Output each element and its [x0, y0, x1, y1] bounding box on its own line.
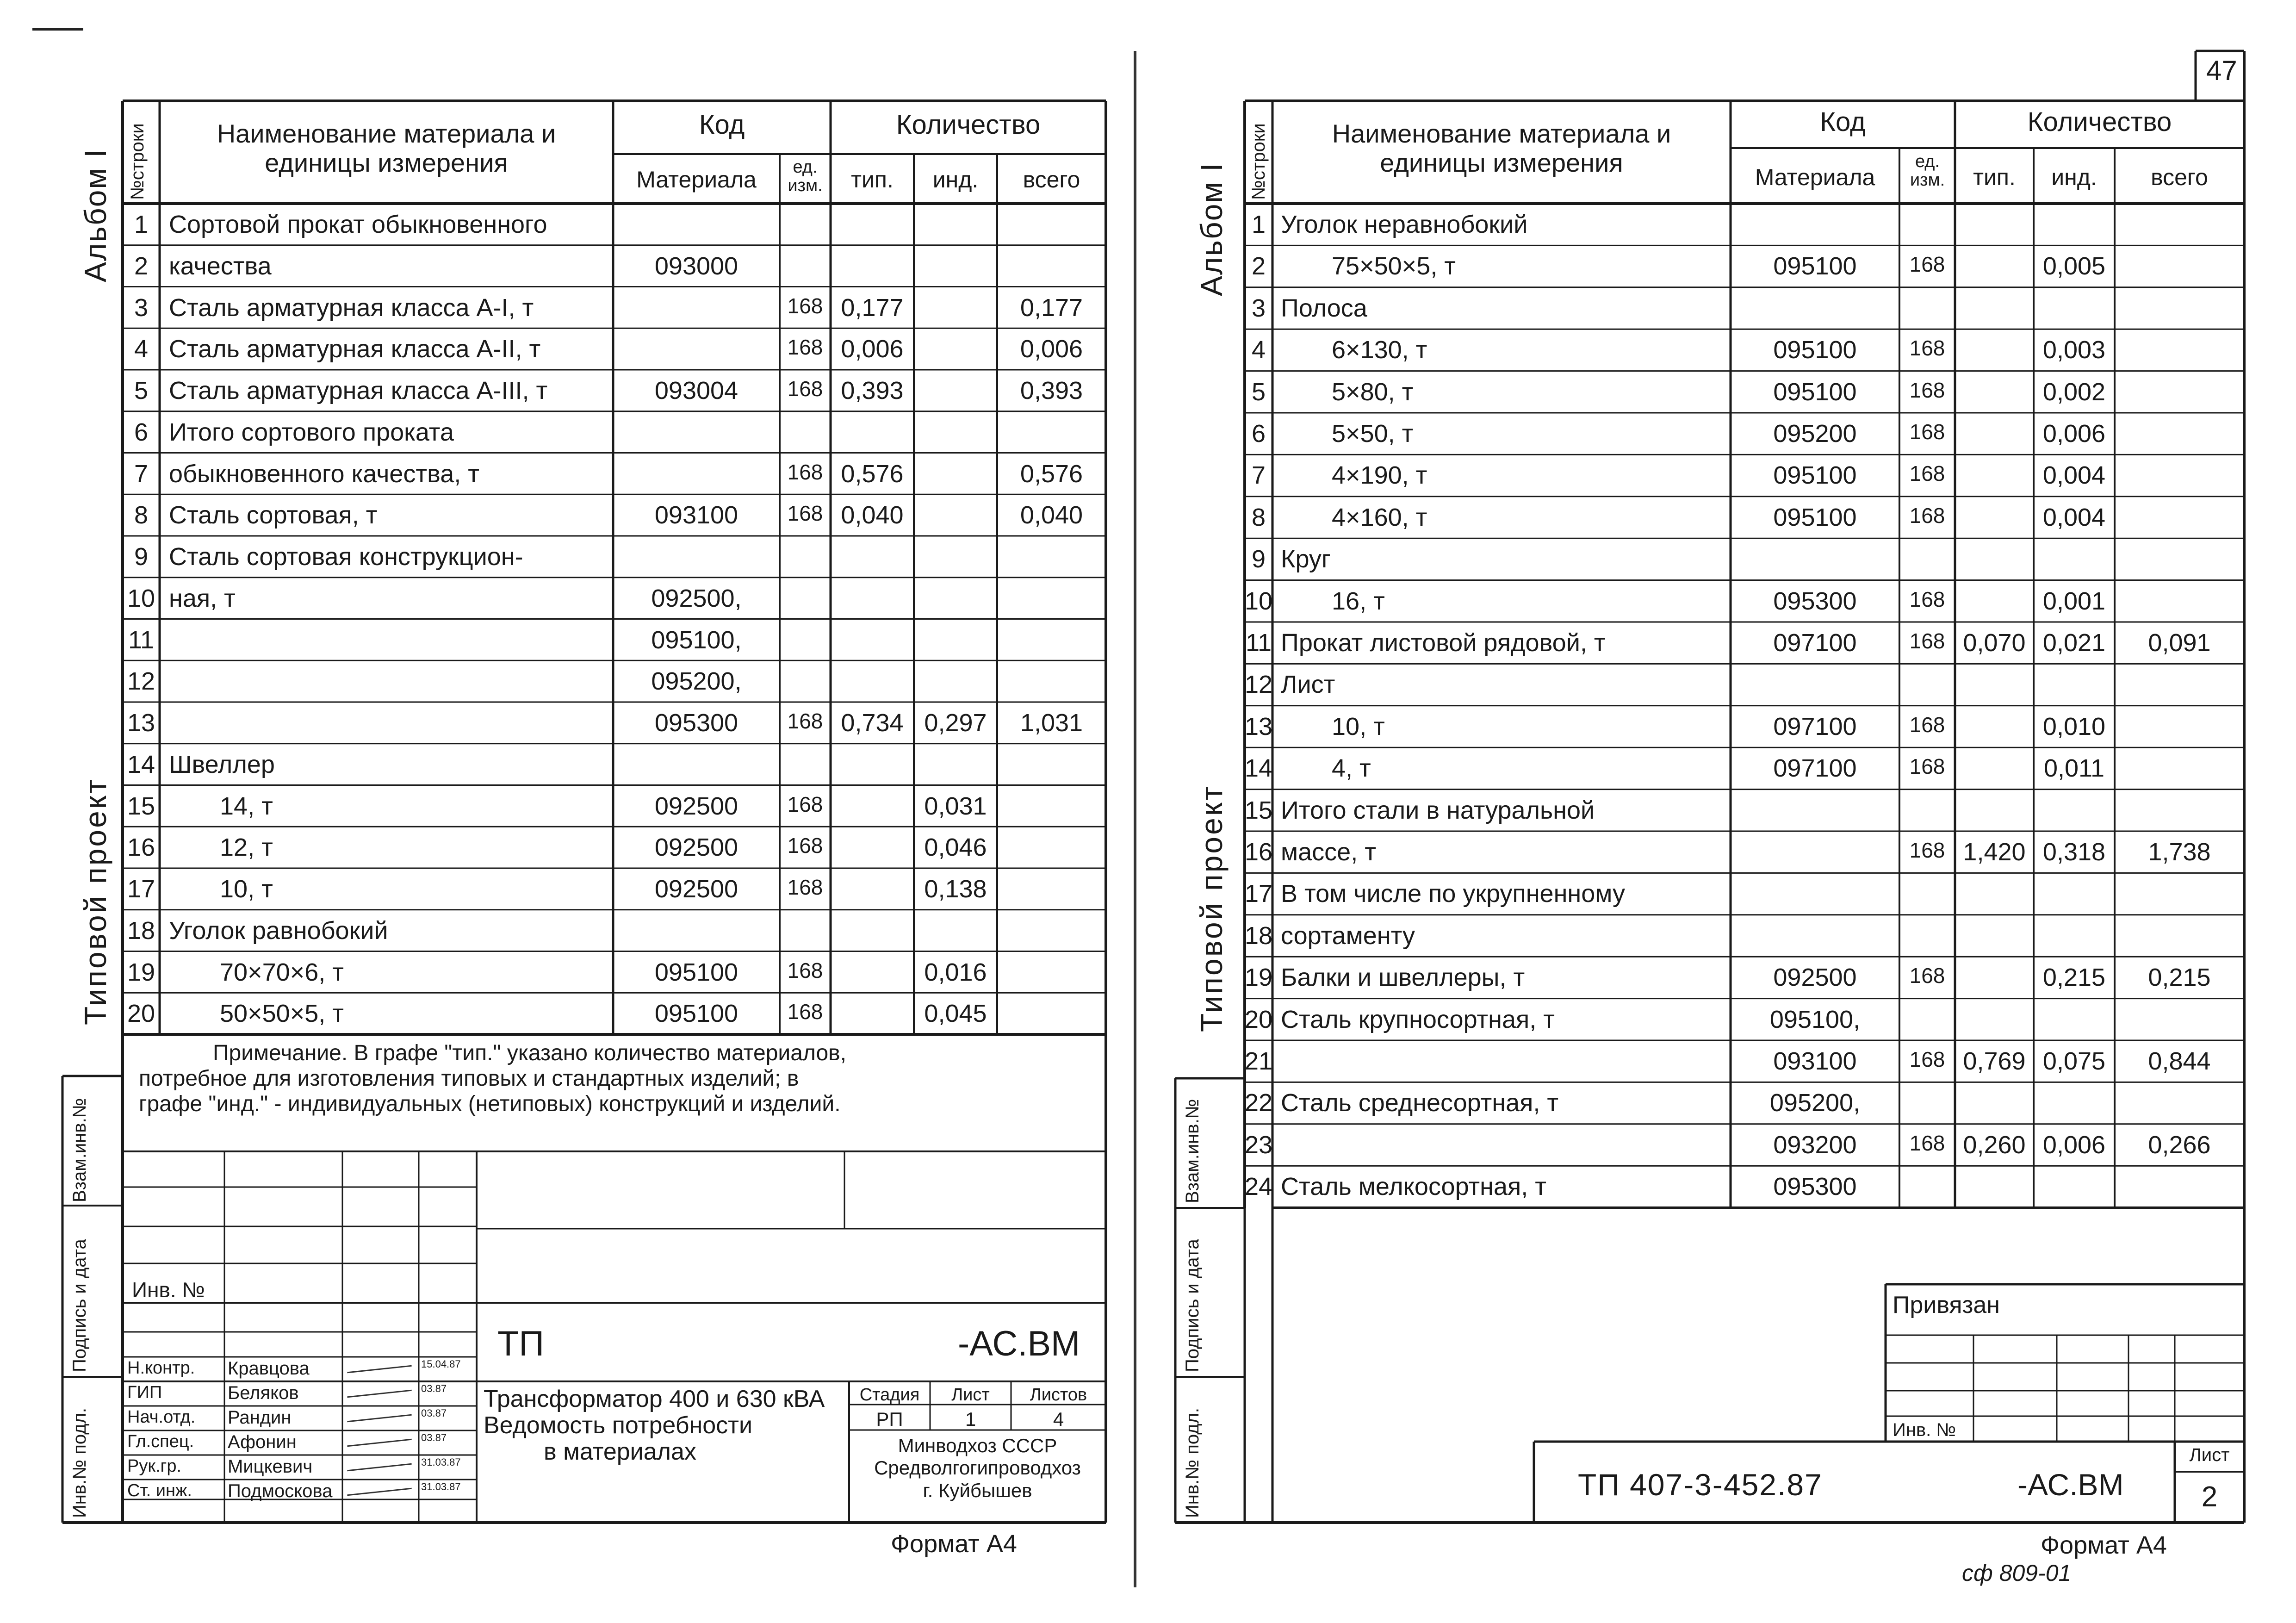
material-name: В том числе по укрупненному	[1281, 880, 1625, 908]
right-header-code: Код	[1820, 107, 1866, 137]
qty-total: 1,031	[1020, 709, 1083, 737]
material-name: Сталь мелкосортная, т	[1281, 1173, 1546, 1201]
unit-code: 168	[1909, 629, 1945, 653]
row-number: 8	[1251, 503, 1266, 531]
material-name: 10, т	[220, 875, 273, 903]
material-name: Швеллер	[169, 750, 275, 778]
unit-code: 168	[1909, 252, 1945, 277]
row-number: 14	[1245, 754, 1273, 783]
signer-name: Беляков	[228, 1383, 299, 1403]
row-number: 6	[134, 418, 149, 446]
signer-date: 03.87	[421, 1432, 447, 1443]
signer-role: Рук.гр.	[127, 1456, 182, 1476]
signer-role: Гл.спец.	[127, 1432, 194, 1451]
material-code: 095200,	[651, 667, 742, 696]
material-code: 095300	[1773, 1173, 1857, 1201]
material-code: 092500	[654, 792, 738, 820]
left-header-row-no: №строки	[127, 123, 148, 200]
left-doc-title-line: Ведомость потребности	[484, 1412, 753, 1439]
row-number: 13	[127, 709, 155, 737]
row-number: 4	[1251, 336, 1266, 364]
material-code: 092500	[654, 833, 738, 862]
material-code: 093100	[654, 501, 738, 529]
signer-date: 03.87	[421, 1383, 447, 1394]
left-sheet-label: Лист	[951, 1385, 990, 1405]
material-name: 5×50, т	[1332, 420, 1414, 448]
right-header-total: всего	[2151, 164, 2208, 190]
row-number: 8	[134, 501, 149, 529]
row-number: 4	[134, 335, 149, 363]
qty-total: 0,266	[2148, 1131, 2211, 1159]
row-number: 24	[1245, 1173, 1273, 1201]
material-name: Итого сортового проката	[169, 418, 454, 446]
material-code: 095100,	[651, 626, 742, 654]
row-number: 15	[127, 792, 155, 820]
qty-typ: 0,006	[841, 335, 904, 363]
qty-total: 0,844	[2148, 1047, 2211, 1075]
row-number: 14	[127, 750, 155, 778]
row-number: 7	[134, 460, 149, 488]
material-code: 097100	[1773, 754, 1857, 783]
left-stamp-side-orig-inv: Инв.№ подл.	[69, 1407, 90, 1518]
unit-code: 168	[1909, 754, 1945, 779]
right-format-label: Формат А4	[2041, 1531, 2167, 1559]
unit-code: 168	[1909, 378, 1945, 402]
material-name: 12, т	[220, 833, 273, 862]
material-code: 092500,	[651, 584, 742, 612]
right-stamp-side-orig-inv: Инв.№ подл.	[1182, 1407, 1203, 1518]
qty-ind: 0,004	[2042, 461, 2106, 490]
row-number: 20	[1245, 1005, 1273, 1033]
left-header-material: Материала	[636, 167, 757, 193]
right-header-unit: ед. изм.	[1910, 152, 1945, 190]
row-number: 16	[1245, 838, 1273, 866]
qty-typ: 0,734	[841, 709, 904, 737]
row-number: 22	[1245, 1089, 1273, 1117]
qty-ind: 0,318	[2042, 838, 2106, 866]
qty-ind: 0,016	[924, 958, 987, 986]
unit-code: 168	[1909, 503, 1945, 528]
qty-ind: 0,001	[2042, 587, 2106, 615]
material-name: 4, т	[1332, 754, 1371, 783]
left-stage-value: РП	[876, 1408, 903, 1430]
row-number: 16	[127, 833, 155, 862]
qty-typ: 1,420	[1963, 838, 2026, 866]
qty-total: 0,576	[1020, 460, 1083, 488]
right-doc-code-suffix: -АС.ВМ	[2017, 1468, 2124, 1502]
row-number: 3	[134, 293, 149, 322]
qty-ind: 0,045	[924, 1000, 987, 1028]
row-number: 18	[1245, 921, 1273, 950]
material-name: Сталь сортовая конструкцион-	[169, 543, 523, 571]
row-number: 19	[127, 958, 155, 986]
page-number: 47	[2206, 55, 2237, 86]
left-inv-label: Инв. №	[132, 1278, 205, 1302]
row-number: 1	[1251, 211, 1266, 238]
unit-code: 168	[1909, 712, 1945, 737]
signer-date: 31.03.87	[421, 1456, 461, 1468]
right-inv-label: Инв. №	[1893, 1420, 1956, 1440]
qty-total: 0,040	[1020, 501, 1083, 529]
material-code: 093000	[654, 252, 738, 280]
material-code: 095200	[1773, 420, 1857, 448]
row-number: 2	[1251, 252, 1266, 280]
right-attached-label: Привязан	[1893, 1292, 2000, 1318]
left-note-line: Примечание. В графе "тип." указано количество материалов,	[213, 1041, 847, 1065]
material-name: 4×160, т	[1332, 503, 1427, 531]
left-org-line: Минводхоз СССР	[898, 1435, 1057, 1456]
material-code: 095200,	[1769, 1089, 1861, 1117]
row-number: 7	[1251, 461, 1266, 490]
left-header-total: всего	[1023, 167, 1080, 193]
signer-date: 31.03.87	[421, 1481, 461, 1492]
left-header-ind: инд.	[932, 167, 979, 193]
left-side-album-label: Альбом I	[78, 148, 112, 282]
row-number: 5	[1251, 378, 1266, 406]
material-name: Сортовой прокат обыкновенного	[169, 211, 547, 238]
qty-total: 0,091	[2148, 629, 2211, 657]
qty-total: 0,393	[1020, 377, 1083, 404]
qty-typ: 0,393	[841, 377, 904, 404]
left-doc-title-line: в материалах	[544, 1438, 696, 1466]
signer-name: Рандин	[228, 1407, 292, 1428]
unit-code: 168	[1909, 420, 1945, 444]
material-name: 75×50×5, т	[1332, 252, 1456, 280]
material-name: Сталь крупносортная, т	[1281, 1005, 1555, 1033]
row-number: 10	[127, 584, 155, 612]
row-number: 17	[1245, 880, 1273, 908]
row-number: 6	[1251, 420, 1266, 448]
material-name: 70×70×6, т	[220, 958, 344, 986]
row-number: 18	[127, 916, 155, 945]
left-format-label: Формат А4	[891, 1530, 1017, 1558]
left-header-typ: тип.	[851, 167, 894, 193]
material-code: 095100	[654, 1000, 738, 1028]
unit-code: 168	[1909, 964, 1945, 988]
material-name: ная, т	[169, 584, 236, 612]
signer-name: Подмоскова	[228, 1481, 333, 1501]
material-code: 092500	[1773, 964, 1857, 992]
material-code: 097100	[1773, 712, 1857, 740]
left-sheet-value: 1	[965, 1408, 976, 1430]
signer-date: 03.87	[421, 1407, 447, 1419]
signer-name: Мицкевич	[228, 1456, 313, 1477]
row-number: 12	[127, 667, 155, 696]
material-code: 095300	[1773, 587, 1857, 615]
row-number: 9	[1251, 545, 1266, 573]
unit-code: 168	[787, 293, 823, 318]
material-code: 095100	[654, 958, 738, 986]
material-name: качества	[169, 252, 272, 280]
material-name: 16, т	[1332, 587, 1385, 615]
row-number: 9	[134, 543, 149, 571]
right-sheet-value: 2	[2201, 1481, 2218, 1513]
material-name: массе, т	[1281, 838, 1376, 866]
material-name: сортаменту	[1281, 921, 1415, 950]
row-number: 12	[1245, 671, 1273, 699]
qty-typ: 0,576	[841, 460, 904, 488]
material-name: Итого стали в натуральной	[1281, 796, 1595, 824]
left-sheets-value: 4	[1053, 1408, 1064, 1430]
material-code: 095100	[1773, 336, 1857, 364]
row-number: 3	[1251, 294, 1266, 322]
right-header-typ: тип.	[1973, 164, 2016, 190]
material-name: Сталь арматурная класса А-I, т	[169, 293, 534, 322]
qty-ind: 0,005	[2042, 252, 2106, 280]
qty-ind: 0,046	[924, 833, 987, 862]
material-name: Лист	[1281, 671, 1335, 699]
left-stage-label: Стадия	[859, 1385, 920, 1405]
signer-role: Нач.отд.	[127, 1407, 196, 1427]
signer-name: Кравцова	[228, 1358, 310, 1379]
signer-date: 15.04.87	[421, 1358, 461, 1370]
qty-total: 0,215	[2148, 964, 2211, 992]
material-name: 6×130, т	[1332, 336, 1427, 364]
material-name: Круг	[1281, 545, 1331, 573]
signer-name: Афонин	[228, 1432, 297, 1452]
unit-code: 168	[787, 958, 823, 983]
material-code: 095100	[1773, 461, 1857, 490]
right-header-name: Наименование материала и единицы измерения	[1332, 119, 1671, 177]
unit-code: 168	[1909, 336, 1945, 361]
material-name: Полоса	[1281, 294, 1367, 322]
right-sheet-label: Лист	[2189, 1445, 2230, 1465]
qty-total: 0,006	[1020, 335, 1083, 363]
row-number: 5	[134, 377, 149, 404]
qty-ind: 0,004	[2042, 503, 2106, 531]
row-number: 11	[1245, 629, 1272, 657]
row-number: 17	[127, 875, 155, 903]
qty-ind: 0,031	[924, 792, 987, 820]
material-code: 095100	[1773, 378, 1857, 406]
material-name: 14, т	[220, 792, 273, 820]
row-number: 11	[128, 626, 155, 654]
right-header-material: Материала	[1755, 164, 1875, 190]
material-code: 093100	[1773, 1047, 1857, 1075]
left-doc-title-line: Трансформатор 400 и 630 кВА	[484, 1386, 825, 1412]
unit-code: 168	[787, 833, 823, 858]
qty-total: 1,738	[2148, 838, 2211, 866]
row-number: 13	[1245, 712, 1273, 740]
left-header-quantity: Количество	[896, 110, 1041, 140]
material-name: Сталь среднесортная, т	[1281, 1089, 1559, 1117]
qty-ind: 0,297	[924, 709, 987, 737]
left-header-name: Наименование материала и единицы измерения	[217, 119, 556, 177]
left-org-line: Средволгогипроводхоз	[874, 1457, 1081, 1479]
qty-typ: 0,070	[1963, 629, 2026, 657]
unit-code: 168	[787, 335, 823, 360]
signer-role: Ст. инж.	[127, 1481, 192, 1500]
unit-code: 168	[787, 792, 823, 816]
qty-typ: 0,177	[841, 293, 904, 322]
qty-ind: 0,011	[2043, 754, 2105, 783]
row-number: 1	[134, 211, 149, 238]
material-name: 4×190, т	[1332, 461, 1427, 490]
signer-role: Н.контр.	[127, 1358, 195, 1378]
right-stamp-side-signature-date: Подпись и дата	[1182, 1239, 1203, 1372]
material-code: 095100	[1773, 503, 1857, 531]
material-name: Уголок равнобокий	[169, 916, 388, 945]
left-note-line: потребное для изготовления типовых и стандартных изделий; в	[139, 1066, 799, 1091]
material-name: 5×80, т	[1332, 378, 1414, 406]
unit-code: 168	[1909, 1131, 1945, 1155]
material-name: Прокат листовой рядовой, т	[1281, 629, 1606, 657]
material-code: 092500	[654, 875, 738, 903]
right-header-quantity: Количество	[2027, 107, 2172, 137]
material-code: 093004	[654, 377, 738, 404]
unit-code: 168	[1909, 838, 1945, 862]
unit-code: 168	[787, 501, 823, 526]
qty-ind: 0,215	[2042, 964, 2106, 992]
left-org-line: г. Куйбышев	[923, 1479, 1032, 1501]
right-header-ind: инд.	[2051, 164, 2097, 190]
row-number: 20	[127, 1000, 155, 1028]
qty-typ: 0,040	[841, 501, 904, 529]
qty-ind: 0,006	[2042, 420, 2106, 448]
material-code: 093200	[1773, 1131, 1857, 1159]
qty-ind: 0,010	[2042, 712, 2106, 740]
material-name: Сталь арматурная класса А-II, т	[169, 335, 541, 363]
material-name: Уголок неравнобокий	[1281, 211, 1528, 238]
unit-code: 168	[1909, 461, 1945, 486]
material-code: 095100,	[1769, 1005, 1861, 1033]
qty-ind: 0,075	[2042, 1047, 2106, 1075]
unit-code: 168	[787, 377, 823, 401]
unit-code: 168	[787, 709, 823, 733]
row-number: 19	[1245, 964, 1273, 992]
row-number: 2	[134, 252, 149, 280]
qty-ind: 0,002	[2042, 378, 2106, 406]
qty-ind: 0,003	[2042, 336, 2106, 364]
left-note-line: графе "инд." - индивидуальных (нетиповых) конструкций и изделий.	[139, 1092, 841, 1117]
right-doc-code: ТП 407-3-452.87	[1578, 1468, 1823, 1502]
left-header-unit: ед. изм.	[788, 157, 823, 195]
qty-ind: 0,006	[2042, 1131, 2106, 1159]
qty-total: 0,177	[1020, 293, 1083, 322]
right-side-album-label: Альбом I	[1194, 162, 1229, 296]
material-code: 095100	[1773, 252, 1857, 280]
right-stamp-side-replace-inv: Взам.инв.№	[1182, 1099, 1203, 1203]
left-sheets-label: Листов	[1030, 1385, 1087, 1405]
material-name: 50×50×5, т	[220, 1000, 344, 1028]
material-name: Сталь сортовая, т	[169, 501, 378, 529]
material-code: 097100	[1773, 629, 1857, 657]
qty-ind: 0,021	[2042, 629, 2106, 657]
qty-typ: 0,769	[1963, 1047, 2026, 1075]
left-doc-code-prefix: ТП	[497, 1324, 545, 1363]
right-header-row-no: №строки	[1248, 123, 1269, 200]
material-name: Сталь арматурная класса А-III, т	[169, 377, 548, 404]
signer-role: ГИП	[127, 1383, 162, 1402]
row-number: 15	[1245, 796, 1273, 824]
right-side-project-label: Типовой проект	[1194, 784, 1229, 1032]
row-number: 21	[1245, 1047, 1273, 1075]
row-number: 10	[1245, 587, 1273, 615]
left-side-project-label: Типовой проект	[78, 777, 112, 1025]
material-name: Балки и швеллеры, т	[1281, 964, 1525, 992]
left-header-code: Код	[699, 110, 745, 140]
material-name: обыкновенного качества, т	[169, 460, 479, 488]
left-doc-code-suffix: -АС.ВМ	[958, 1324, 1080, 1363]
qty-typ: 0,260	[1963, 1131, 2026, 1159]
row-number: 23	[1245, 1131, 1273, 1159]
left-stamp-side-replace-inv: Взам.инв.№	[69, 1098, 90, 1202]
material-name: 10, т	[1332, 712, 1385, 740]
unit-code: 168	[787, 460, 823, 484]
unit-code: 168	[787, 875, 823, 899]
scan-mark: сф 809-01	[1962, 1560, 2072, 1586]
qty-ind: 0,138	[924, 875, 987, 903]
unit-code: 168	[1909, 1047, 1945, 1071]
unit-code: 168	[1909, 587, 1945, 611]
left-stamp-side-signature-date: Подпись и дата	[69, 1239, 90, 1372]
unit-code: 168	[787, 1000, 823, 1024]
material-code: 095300	[654, 709, 738, 737]
